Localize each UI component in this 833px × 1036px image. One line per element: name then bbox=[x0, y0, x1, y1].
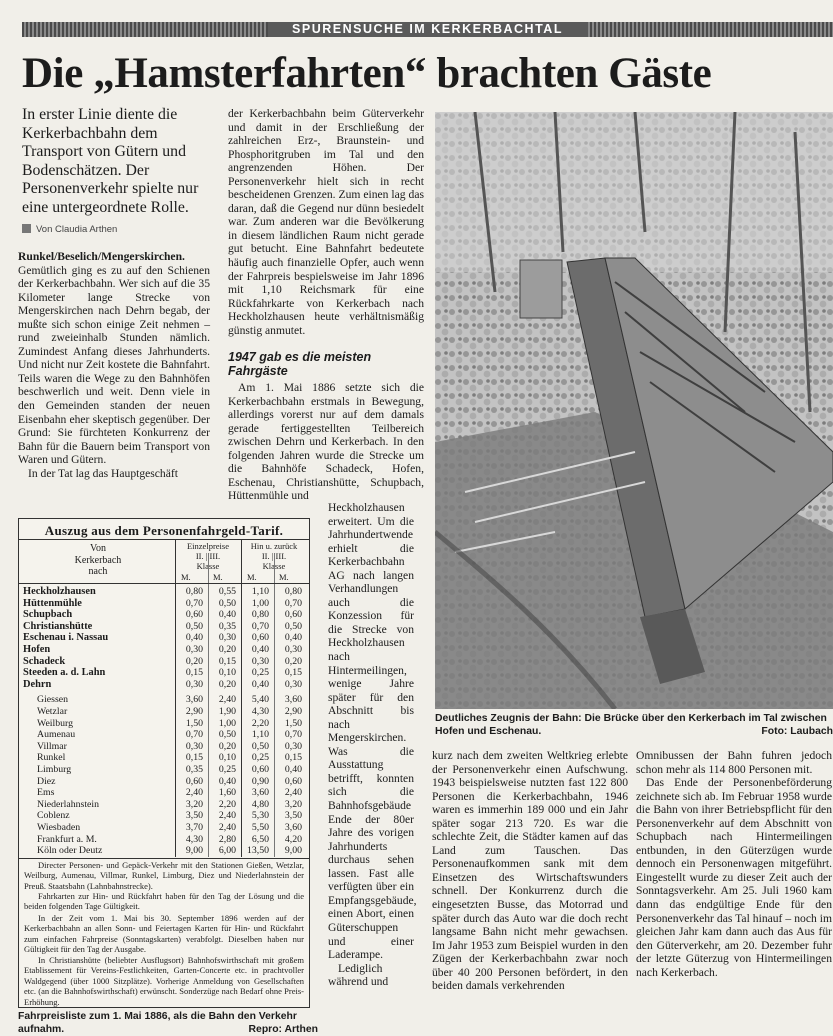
fare-row-price: 0,70 bbox=[185, 729, 203, 741]
fare-row-station: Runkel bbox=[37, 752, 66, 764]
subheading: 1947 gab es die meisten Fahrgäste bbox=[228, 350, 372, 378]
unit-3: M. bbox=[247, 572, 257, 582]
article-column-2c bbox=[328, 501, 417, 989]
fare-row-price: 0,70 bbox=[284, 729, 302, 741]
byline bbox=[22, 224, 117, 235]
fare-row bbox=[19, 822, 309, 833]
fare-row-station: Hofen bbox=[23, 644, 51, 655]
header-nach: nach bbox=[88, 566, 108, 577]
photo-caption-text: Deutliches Zeugnis der Bahn: Die Brücke über den Kerkerbach im Tal zwischen Hofen und Eschenau. bbox=[435, 713, 827, 737]
fare-row bbox=[19, 632, 309, 643]
fare-row bbox=[19, 764, 309, 775]
fare-row-station: Niederlahnstein bbox=[37, 798, 100, 810]
fare-row-price: 2,90 bbox=[284, 706, 302, 717]
fare-row-station: Aumenau bbox=[37, 729, 76, 741]
fare-row bbox=[19, 586, 309, 597]
fare-row bbox=[19, 776, 309, 787]
fare-row-station: Coblenz bbox=[37, 810, 70, 822]
fare-row-price: 1,90 bbox=[218, 706, 236, 717]
fare-row-price: 0,80 bbox=[251, 609, 269, 621]
fare-table-header-station bbox=[23, 543, 173, 578]
header-return-klasse: Klasse bbox=[262, 561, 286, 571]
fare-row-price: 0,25 bbox=[251, 752, 269, 764]
fare-row-price: 0,25 bbox=[251, 667, 269, 679]
fare-row-price: 2,40 bbox=[185, 787, 203, 799]
col1-paragraph-1: Gemütlich ging es zu auf den Schienen der Kerkerbachbahn. Wer sich auf die 35 Kilometer lange Strecke von Mengerskirchen nach Dehrn begab, der mußte sich schon einige Zeit nehmen – rund zweieinhalb Stunden nämlich. Zumindest Anfang dieses Jahrhunderts. Und nicht nur Zeit kostete die Bahnfahrt. Teils waren die Wege zu den Bahnhöfen beschwerlich und weit. Denn viele in den Gemeinden standen der neuen Eisenbahn eher skeptisch gegenüber. Der Grund: Sie fürchteten Konkurrenz der Bahn für die Bauern beim Transport von Waren und Gütern. bbox=[18, 263, 210, 467]
fare-row bbox=[19, 621, 309, 632]
fare-row-price: 6,00 bbox=[218, 845, 236, 857]
fare-row-price: 0,10 bbox=[218, 667, 236, 679]
fare-row-price: 3,70 bbox=[185, 822, 203, 833]
fare-row bbox=[19, 787, 309, 798]
fare-row-price: 4,30 bbox=[251, 706, 269, 717]
fare-row-price: 5,40 bbox=[251, 694, 269, 706]
fare-row-price: 0,10 bbox=[218, 752, 236, 764]
fare-row-price: 3,50 bbox=[185, 810, 203, 822]
fare-row-price: 0,15 bbox=[284, 667, 302, 679]
fare-row-price: 0,15 bbox=[185, 752, 203, 764]
fare-row-price: 0,15 bbox=[284, 752, 302, 764]
fare-note-1: Directer Personen- und Gepäck-Verkehr mit den Stationen Gießen, Wetzlar, Weilburg, Aumenau, Villmar, Runkel, Limburg, Diez und Niederlahnstein der Preuß. Staatsbahn (Lahnbahnstrecke). bbox=[24, 860, 304, 891]
fare-row-price: 5,50 bbox=[251, 822, 269, 833]
fare-row-price: 0,30 bbox=[251, 655, 269, 667]
fare-row-price: 0,15 bbox=[218, 655, 236, 667]
fare-row-price: 0,40 bbox=[218, 775, 236, 787]
fare-table-title: Auszug aus dem Personenfahrgeld-Tarif. bbox=[44, 523, 284, 538]
fare-row bbox=[19, 752, 309, 763]
col4-paragraph-1: Omnibussen der Bahn fuhren jedoch schon mehr als 114 800 Personen mit. bbox=[636, 749, 832, 776]
fare-row-price: 6,50 bbox=[251, 833, 269, 845]
fare-row-price: 0,80 bbox=[185, 586, 203, 597]
fare-row-price: 0,40 bbox=[251, 644, 269, 655]
fare-row-price: 0,50 bbox=[218, 597, 236, 609]
fare-row-price: 0,40 bbox=[185, 632, 203, 644]
rubric-label: SPURENSUCHE IM KERKERBACHTAL bbox=[268, 22, 588, 37]
fare-row-price: 1,00 bbox=[218, 717, 236, 729]
fare-row-price: 0,30 bbox=[284, 740, 302, 752]
fare-row-station: Schupbach bbox=[23, 609, 73, 621]
fare-row-price: 13,50 bbox=[246, 845, 269, 857]
fare-row bbox=[19, 706, 309, 717]
unit-4: M. bbox=[279, 572, 289, 582]
fare-row-price: 3,20 bbox=[185, 798, 203, 810]
fare-caption-text: Fahrpreisliste zum 1. Mai 1886, als die Bahn den Verkehr aufnahm. bbox=[18, 1011, 297, 1035]
fare-row-price: 0,50 bbox=[284, 620, 302, 632]
col2-paragraph-3: Heckholzhausen erweitert. Um die Jahrhundertwende erhielt die Kerkerbachbahn AG nach langen Verhandlungen auch die Konzession für die Strecke von Heckholzhausen nach Hintermeilingen, wenige Jahre später für den Abschnitt bis nach Mengerskirchen. Was die Ausstattung betrifft, konnten sich die Bahnhofsgebäude Ende der 80er Jahre des vorigen Jahrhunderts durchaus sehen lassen. Fast alle verfügten über ein Empfangsgebäude, einen Abort, einen Güterschuppen und einer Laderampe. bbox=[328, 501, 417, 962]
fare-row-price: 1,60 bbox=[218, 787, 236, 799]
fare-row-price: 2,80 bbox=[218, 833, 236, 845]
fare-row-price: 0,60 bbox=[284, 775, 302, 787]
fare-caption-credit: Repro: Arthen bbox=[248, 1024, 318, 1035]
fare-row-price: 0,35 bbox=[185, 764, 203, 775]
fare-row-price: 0,40 bbox=[251, 678, 269, 690]
fare-row-price: 0,20 bbox=[218, 678, 236, 690]
fare-row-price: 3,60 bbox=[284, 822, 302, 833]
fare-row-price: 0,60 bbox=[284, 609, 302, 621]
fare-row-station: Wiesbaden bbox=[37, 822, 81, 833]
header-station: Kerkerbach bbox=[74, 554, 122, 566]
intro-text: In erster Linie diente die Kerkerbachbahn dem Transport von Gütern und Bodenschätzen. Der Personenverkehr spielte nur eine untergeordnete Rolle. bbox=[22, 106, 199, 216]
section-rubric bbox=[22, 22, 833, 37]
fare-row bbox=[19, 718, 309, 729]
fare-row-price: 0,40 bbox=[218, 609, 236, 621]
fare-row bbox=[19, 644, 309, 655]
fare-row-price: 0,55 bbox=[218, 586, 236, 597]
fare-row-price: 0,70 bbox=[185, 597, 203, 609]
article-column-2b bbox=[228, 381, 424, 503]
fare-row bbox=[19, 834, 309, 845]
headline: Die „Hamsterfahrten“ brachten Gäste bbox=[22, 50, 712, 97]
fare-row-price: 0,25 bbox=[218, 764, 236, 775]
fare-row-station: Limburg bbox=[37, 764, 72, 775]
unit-1: M. bbox=[181, 572, 191, 582]
fare-row-price: 2,40 bbox=[218, 822, 236, 833]
fare-row-station: Christianshütte bbox=[23, 620, 93, 632]
fare-row-price: 0,60 bbox=[185, 775, 203, 787]
fare-row-price: 1,10 bbox=[251, 729, 269, 741]
fare-row-price: 1,50 bbox=[284, 717, 302, 729]
fare-row bbox=[19, 598, 309, 609]
fare-row-price: 0,70 bbox=[284, 597, 302, 609]
fare-row-price: 0,50 bbox=[251, 740, 269, 752]
fare-row-price: 0,70 bbox=[251, 620, 269, 632]
fare-row-price: 2,90 bbox=[185, 706, 203, 717]
fare-row-price: 2,20 bbox=[251, 717, 269, 729]
fare-row-price: 0,40 bbox=[284, 764, 302, 775]
fare-row bbox=[19, 810, 309, 821]
fare-row-price: 0,30 bbox=[185, 678, 203, 690]
col3-paragraph-1: kurz nach dem zweiten Weltkrieg erlebte der Personenverkehr einen Aufschwung. 1943 beispielsweise nutzten fast 122 800 Personen die Kerkerbachbahn, 1946 waren es immerhin 189 000 und ein Jahr später sogar 213 720. Es war die schlechte Zeit, die Städter kamen auf das Land zum Tauschen. Das Personenaufkommen sank mit dem Einsetzen des Wirtschaftswunders schnell. Der Konkurrenz durch die eingesetzten Busse, das Motorrad und später durch das Auto war die doch recht langsame Bahn nicht mehr gewachsen. Im Jahr 1953 zum Beispiel wurden in den Zügen der Kerkerbachbahn zwar noch über 40 200 Personen befördert, in den beiden damals verkehrenden bbox=[432, 749, 628, 993]
article-column-1 bbox=[18, 250, 210, 480]
header-from: Von bbox=[90, 543, 106, 554]
fare-row-price: 0,20 bbox=[284, 655, 302, 667]
fare-row-price: 1,50 bbox=[185, 717, 203, 729]
unit-2: M. bbox=[213, 572, 223, 582]
fare-row-station: Ems bbox=[37, 787, 55, 799]
fare-row-price: 2,40 bbox=[284, 787, 302, 799]
fare-row-price: 5,30 bbox=[251, 810, 269, 822]
header-single-classes: II. | III. bbox=[195, 551, 221, 561]
fare-row-price: 3,20 bbox=[284, 798, 302, 810]
fare-row-price: 4,80 bbox=[251, 798, 269, 810]
fare-row bbox=[19, 679, 309, 690]
fare-row-price: 4,30 bbox=[185, 833, 203, 845]
fare-note-2: Fahrkarten zur Hin- und Rückfahrt haben für den Tag der Lösung und die beiden folgenden Tage Gültigkeit. bbox=[24, 891, 304, 912]
fare-row-price: 0,15 bbox=[185, 667, 203, 679]
fare-row-price: 0,50 bbox=[185, 620, 203, 632]
fare-row-station: Köln oder Deutz bbox=[37, 845, 103, 857]
header-single-label: Einzelpreise bbox=[186, 541, 229, 551]
fare-row-station: Wetzlar bbox=[37, 706, 68, 717]
col4-paragraph-2: Das Ende der Personenbeförderung zeichnete sich ab. Im Februar 1958 wurde die Bahn von ihrer Betriebspflicht für den Personenverkehr auf dem Abschnitt von Schupbach nach Hintermeilingen entbunden, in den Güterzügen wurde dennoch ein Personenwagen mitgeführt. Eingestellt wurde zu dieser Zeit auch der Sonntagsverkehr. Am 25. Juli 1960 kam dann das endgültige Ende für den Personenverkehr das Tal hinauf – noch im gleichen Jahr kam dann auch das Aus für den Güterverkehr, am 20. Dezember fuhr der letzte Güterzug von Hintermeilingen nach Kerkerbach. bbox=[636, 776, 832, 979]
fare-row-price: 1,10 bbox=[251, 586, 269, 597]
fare-row-station: Weilburg bbox=[37, 717, 74, 729]
fare-row-price: 0,30 bbox=[284, 678, 302, 690]
fare-row-price: 0,20 bbox=[218, 740, 236, 752]
fare-table-caption bbox=[18, 1010, 318, 1036]
bridge-photo-image bbox=[435, 112, 833, 709]
fare-row-station: Diez bbox=[37, 775, 56, 787]
fare-row bbox=[19, 694, 309, 705]
dateline: Runkel/Beselich/Mengerskirchen. bbox=[18, 250, 185, 263]
fare-row-price: 2,40 bbox=[218, 694, 236, 706]
fare-row-price: 3,60 bbox=[185, 694, 203, 706]
fare-row-price: 0,35 bbox=[218, 620, 236, 632]
fare-row-price: 9,00 bbox=[284, 845, 302, 857]
fare-row-price: 1,00 bbox=[251, 597, 269, 609]
fare-table bbox=[18, 518, 310, 1008]
fare-row bbox=[19, 845, 309, 856]
fare-row-price: 0,90 bbox=[251, 775, 269, 787]
fare-row-price: 0,50 bbox=[218, 729, 236, 741]
fare-row-price: 9,00 bbox=[185, 845, 203, 857]
fare-row-station: Villmar bbox=[37, 740, 67, 752]
fare-row-price: 0,30 bbox=[185, 740, 203, 752]
header-return-label: Hin u. zurück bbox=[250, 541, 298, 551]
fare-row-price: 3,60 bbox=[284, 694, 302, 706]
fare-row-station: Frankfurt a. M. bbox=[37, 833, 97, 845]
photo-caption bbox=[435, 712, 833, 738]
fare-note-3: In der Zeit vom 1. Mai bis 30. September 1896 werden auf der Kerkerbachbahn an allen Sonn- und Feiertagen Karten für Hin- und Rückfahrt zum einfachen Fahrpreise (Sonntagskarten) verabfolgt. Dieselben haben nur Gültigkeit für den Tag der Ausgabe. bbox=[24, 913, 304, 955]
fare-row-station: Eschenau i. Nassau bbox=[23, 632, 109, 644]
col2-paragraph-1: der Kerkerbachbahn beim Güterverkehr und damit in der Erschließung der zahlreichen Erz-, Braunstein- und Phosphoritgruben im Tal und den angrenzenden Höhen. Der Personenverkehr hielt sich in recht bescheidenen Grenzen. Zum einen lag das daran, daß die Gegend nur dünn besiedelt war. Zum anderen war die Bevölkerung in diesem ländlichen Raum nicht gerade gut betucht. Eine Bahnfahrt bedeutete häufig auch finanzielle Opfer, auch wenn der Fahrpreis bespielsweise im Jahr 1896 mit 1,10 Reichsmark für eine Rückfahrkarte von Kerkerbach nach Heckholzhausen heute verhältnismäßig günstig anmutet. bbox=[228, 107, 424, 337]
fare-row-price: 4,20 bbox=[284, 833, 302, 845]
fare-row-price: 0,60 bbox=[185, 609, 203, 621]
byline-square-icon bbox=[22, 224, 31, 233]
photo-credit: Foto: Laubach bbox=[761, 726, 833, 737]
fare-row-station: Hüttenmühle bbox=[23, 597, 82, 609]
fare-row-price: 0,30 bbox=[185, 644, 203, 655]
article-column-3 bbox=[432, 749, 628, 993]
fare-row-price: 0,20 bbox=[218, 644, 236, 655]
col1-paragraph-2: In der Tat lag das Hauptgeschäft bbox=[28, 466, 178, 480]
col2-paragraph-4: Lediglich während und bbox=[328, 961, 389, 989]
fare-row bbox=[19, 656, 309, 667]
fare-row bbox=[19, 729, 309, 740]
header-return-classes: II. | III. bbox=[261, 551, 287, 561]
byline-author: Von Claudia Arthen bbox=[36, 224, 118, 235]
fare-row-price: 0,30 bbox=[284, 644, 302, 655]
header-single-klasse: Klasse bbox=[196, 561, 220, 571]
fare-row bbox=[19, 609, 309, 620]
fare-row-station: Dehrn bbox=[23, 678, 52, 690]
article-column-4 bbox=[636, 749, 832, 979]
fare-row-price: 0,40 bbox=[284, 632, 302, 644]
fare-row-price: 2,40 bbox=[218, 810, 236, 822]
fare-row-price: 3,50 bbox=[284, 810, 302, 822]
fare-row-price: 0,20 bbox=[185, 655, 203, 667]
fare-row-price: 0,30 bbox=[218, 632, 236, 644]
fare-row bbox=[19, 741, 309, 752]
fare-row-price: 0,60 bbox=[251, 632, 269, 644]
fare-row-station: Schadeck bbox=[23, 655, 66, 667]
fare-row bbox=[19, 667, 309, 678]
fare-row bbox=[19, 799, 309, 810]
fare-row-price: 0,80 bbox=[284, 586, 302, 597]
bridge-photo bbox=[435, 112, 833, 709]
fare-note-4: In Christianshütte (beliebter Ausflugsort) Bahnhofswirthschaft mit großem Etablissement für Vereins-Festlichkeiten, Garten-Concerte etc. in prachtvoller Waldgegend (über 1000 Sitzplätze). Vorherige Anmeldung von Gesellschaften etc. (an die Bahnhofswirthschaft) erwünscht. Sonderzüge nach Bedarf ohne Preis-Erhöhung. bbox=[24, 955, 304, 1007]
fare-row-station: Heckholzhausen bbox=[23, 586, 96, 597]
fare-row-station: Giessen bbox=[37, 694, 69, 706]
fare-row-price: 3,60 bbox=[251, 787, 269, 799]
fare-row-station: Steeden a. d. Lahn bbox=[23, 667, 106, 679]
fare-row-price: 2,20 bbox=[218, 798, 236, 810]
col2-paragraph-2: Am 1. Mai 1886 setzte sich die Kerkerbachbahn erstmals in Bewegung, allerdings vorerst nur auf dem damals gerade fertiggestellten Teilbereich zwischen Dehrn und Kerkerbach. In den folgenden Jahren wurde die Strecke um die Bahnhöfe Schadeck, Hofen, Eschenau, Christianshütte, Schupbach, Hüttenmühle und bbox=[228, 381, 424, 503]
fare-row-price: 0,60 bbox=[251, 764, 269, 775]
article-column-2 bbox=[228, 107, 424, 337]
